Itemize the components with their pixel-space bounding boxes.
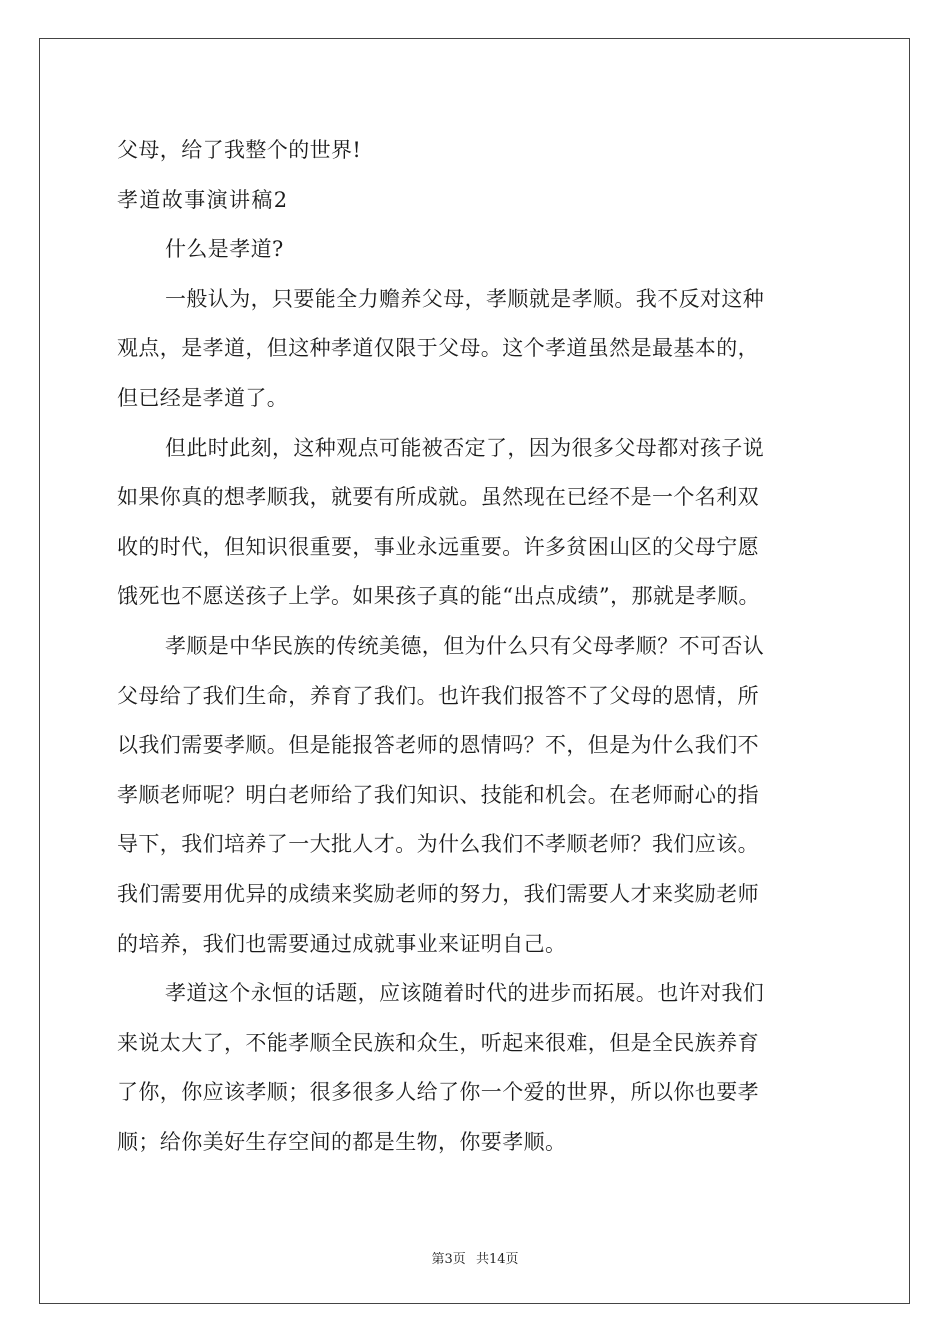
text-line: 但已经是孝道了。 [117, 385, 289, 410]
text-line: 一般认为，只要能全力赡养父母，孝顺就是孝顺。我不反对这种 [165, 286, 765, 311]
text-line: 收的时代，但知识很重要，事业永远重要。许多贫困山区的父母宁愿 [117, 534, 759, 559]
text-line: 父母，给了我整个的世界! [117, 138, 362, 162]
page-footer [0, 1248, 950, 1267]
text-line: 观点，是孝道，但这种孝道仅限于父母。这个孝道虽然是最基本的， [117, 336, 759, 361]
text-line: 导下，我们培养了一大批人才。为什么我们不孝顺老师？我们应该。 [117, 832, 759, 857]
text-line: 什么是孝道? [165, 237, 284, 262]
page-total: 共14页 [475, 1252, 519, 1267]
page-number: 第3页 [431, 1252, 466, 1267]
text-line: 以我们需要孝顺。但是能报答老师的恩情吗？不，但是为什么我们不 [117, 733, 759, 758]
text-line: 来说太大了，不能孝顺全民族和众生，听起来很难，但是全民族养育 [117, 1030, 759, 1055]
section-title: 孝道故事演讲稿2 [117, 187, 289, 212]
text-line: 如果你真的想孝顺我，就要有所成就。虽然现在已经不是一个名利双 [117, 485, 759, 510]
document-body [117, 126, 837, 1167]
text-line: 顺；给你美好生存空间的都是生物，你要孝顺。 [117, 1129, 567, 1154]
text-line: 了你，你应该孝顺；很多很多人给了你一个爱的世界，所以你也要孝 [117, 1080, 759, 1105]
text-line: 父母给了我们生命，养育了我们。也许我们报答不了父母的恩情，所 [117, 683, 759, 708]
text-line: 的培养，我们也需要通过成就事业来证明自己。 [117, 931, 567, 956]
text-line: 孝道这个永恒的话题，应该随着时代的进步而拓展。也许对我们 [165, 981, 765, 1006]
text-line: 饿死也不愿送孩子上学。如果孩子真的能“出点成绩”，那就是孝顺。 [117, 584, 760, 609]
text-line: 孝顺是中华民族的传统美德，但为什么只有父母孝顺？不可否认 [165, 633, 765, 658]
text-line: 我们需要用优异的成绩来奖励老师的努力，我们需要人才来奖励老师 [117, 881, 759, 906]
text-line: 孝顺老师呢？明白老师给了我们知识、技能和机会。在老师耐心的指 [117, 782, 759, 807]
text-line: 但此时此刻，这种观点可能被否定了，因为很多父母都对孩子说 [165, 435, 765, 460]
